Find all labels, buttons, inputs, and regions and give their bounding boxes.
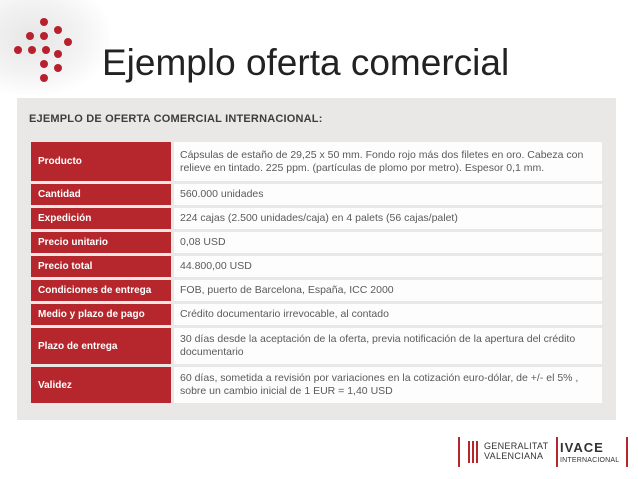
senyera-icon xyxy=(468,441,480,463)
dots-logo-icon xyxy=(14,18,76,82)
table-row xyxy=(31,256,602,277)
table-row xyxy=(31,304,602,325)
row-label: Validez xyxy=(31,367,174,403)
offer-table xyxy=(31,139,602,406)
row-value: 0,08 USD xyxy=(174,232,602,253)
row-label: Precio unitario xyxy=(31,232,174,253)
row-label: Expedición xyxy=(31,208,174,229)
ivace-logo xyxy=(556,437,628,469)
row-label: Precio total xyxy=(31,256,174,277)
table-row xyxy=(31,367,602,403)
logo-divider xyxy=(556,437,558,467)
row-value: 30 días desde la aceptación de la oferta, previa notificación de la apertura del crédito documentario xyxy=(174,328,602,364)
row-value: 224 cajas (2.500 unidades/caja) en 4 palets (56 cajas/palet) xyxy=(174,208,602,229)
table-row xyxy=(31,328,602,364)
row-value: Cápsulas de estaño de 29,25 x 50 mm. Fondo rojo más dos filetes en oro. Cabeza con relieve en tintado. 225 ppm. (partículas de plomo por metro). Espesor 0,1 mm. xyxy=(174,142,602,181)
generalitat-valenciana-logo xyxy=(458,437,549,469)
table-row xyxy=(31,184,602,205)
table-row xyxy=(31,142,602,181)
row-value: 560.000 unidades xyxy=(174,184,602,205)
logo-divider xyxy=(458,437,460,467)
ivace-name: IVACE xyxy=(560,440,604,455)
slide-title: Ejemplo oferta comercial xyxy=(102,42,510,83)
table-row xyxy=(31,232,602,253)
ivace-subtitle: INTERNACIONAL xyxy=(560,457,620,464)
row-label: Plazo de entrega xyxy=(31,328,174,364)
row-label: Medio y plazo de pago xyxy=(31,304,174,325)
gv-line-2: VALENCIANA xyxy=(484,451,544,461)
table-row xyxy=(31,280,602,301)
row-label: Producto xyxy=(31,142,174,181)
row-label: Cantidad xyxy=(31,184,174,205)
logo-divider xyxy=(626,437,628,467)
row-label: Condiciones de entrega xyxy=(31,280,174,301)
row-value: Crédito documentario irrevocable, al contado xyxy=(174,304,602,325)
table-heading: EJEMPLO DE OFERTA COMERCIAL INTERNACIONAL: xyxy=(29,113,323,125)
gv-line-1: GENERALITAT xyxy=(484,441,549,451)
row-value: 44.800,00 USD xyxy=(174,256,602,277)
row-value: FOB, puerto de Barcelona, España, ICC 2000 xyxy=(174,280,602,301)
row-value: 60 días, sometida a revisión por variaciones en la cotización euro-dólar, de +/- el 5% , sobre un cambio inicial de 1 EUR = 1,40 USD xyxy=(174,367,602,403)
table-row xyxy=(31,208,602,229)
